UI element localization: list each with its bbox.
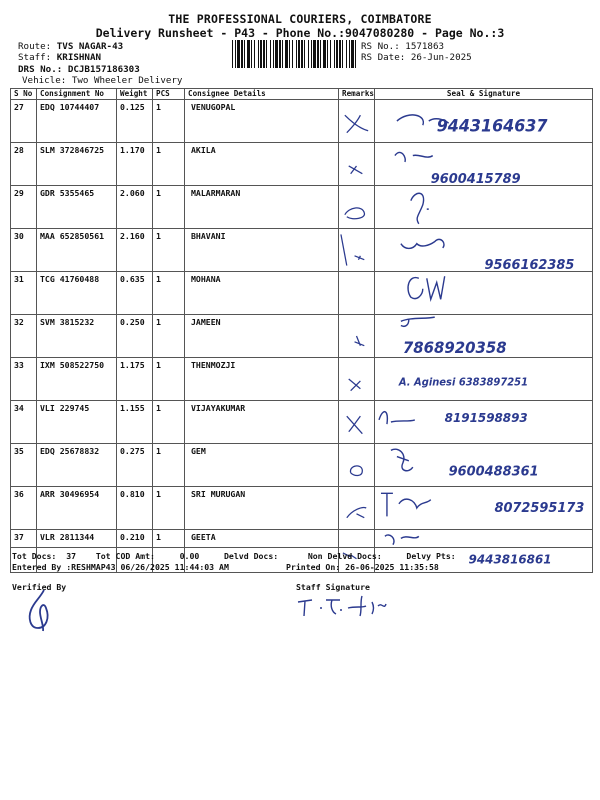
row-consignment: EDQ 10744407 — [37, 100, 117, 143]
row-consignee: THENMOZJI — [185, 358, 339, 401]
row-signature — [375, 444, 593, 487]
col-sno: S No — [11, 89, 37, 100]
row-pcs: 1 — [153, 487, 185, 530]
signature-icon — [296, 594, 388, 620]
row-pcs: 1 — [153, 100, 185, 143]
row-consignee: BHAVANI — [185, 229, 339, 272]
row-weight: 0.250 — [117, 315, 153, 358]
route-line: Route: TVS NAGAR-43 — [18, 41, 124, 52]
row-pcs: 1 — [153, 315, 185, 358]
row-sno: 37 — [11, 530, 37, 573]
remark-mark — [339, 100, 374, 142]
row-remarks — [339, 487, 375, 530]
verified-by-label: Verified By — [12, 582, 67, 592]
table-row — [11, 186, 593, 229]
row-sno: 31 — [11, 272, 37, 315]
signature-ink — [375, 272, 592, 314]
company-title: THE PROFESSIONAL COURIERS, COIMBATORE — [168, 12, 432, 26]
row-signature — [375, 401, 593, 444]
signature-text: 9600415789 — [430, 171, 521, 188]
remark-mark — [339, 444, 374, 486]
row-pcs: 1 — [153, 358, 185, 401]
row-weight: 1.155 — [117, 401, 153, 444]
row-weight: 0.125 — [117, 100, 153, 143]
remark-mark — [339, 229, 374, 271]
row-remarks — [339, 401, 375, 444]
runsheet-title: Delivery Runsheet - P43 - Phone No.:9047080280 - Page No.:3 — [95, 26, 505, 40]
barcode-icon — [232, 40, 356, 68]
signature-ink — [375, 100, 592, 142]
row-remarks — [339, 358, 375, 401]
staff-line: Staff: KRISHNAN — [18, 52, 102, 63]
row-consignee: VIJAYAKUMAR — [185, 401, 339, 444]
signature-icon — [22, 588, 62, 632]
row-weight: 1.170 — [117, 143, 153, 186]
row-remarks — [339, 272, 375, 315]
row-signature — [375, 358, 593, 401]
printed-on: Printed On: 26-06-2025 11:35:58 — [286, 562, 439, 572]
signature-ink — [375, 143, 592, 188]
row-pcs: 1 — [153, 143, 185, 186]
row-consignment: EDQ 25678832 — [37, 444, 117, 487]
signature-ink — [375, 487, 592, 529]
row-sno: 34 — [11, 401, 37, 444]
row-consignment: GDR 5355465 — [37, 186, 117, 229]
table-row — [11, 444, 593, 487]
signature-text: 9600488361 — [448, 464, 539, 480]
signature-ink — [375, 401, 592, 443]
remark-mark — [339, 315, 374, 357]
row-consignment: SVM 3815232 — [37, 315, 117, 358]
remark-mark — [339, 143, 374, 185]
remark-mark — [339, 358, 374, 400]
row-remarks — [339, 444, 375, 487]
signature-text: A. Aginesi 6383897251 — [398, 377, 529, 389]
signature-text: 7868920358 — [402, 338, 507, 357]
signature-text: 8191598893 — [444, 410, 528, 426]
row-sno: 28 — [11, 143, 37, 186]
col-weight: Weight — [117, 89, 153, 100]
table-row — [11, 229, 593, 272]
staff-signature-label: Staff Signature — [296, 582, 370, 592]
row-consignee: SRI MURUGAN — [185, 487, 339, 530]
col-signature: Seal & Signature — [375, 89, 593, 100]
row-signature — [375, 100, 593, 143]
row-signature — [375, 229, 593, 272]
row-remarks — [339, 100, 375, 143]
row-signature — [375, 143, 593, 186]
row-consignment: VLI 229745 — [37, 401, 117, 444]
row-consignment: MAA 652850561 — [37, 229, 117, 272]
signature-text: 9443816861 — [468, 552, 552, 567]
row-consignee: MOHANA — [185, 272, 339, 315]
row-consignee: MALARMARAN — [185, 186, 339, 229]
vehicle-line: Vehicle: Two Wheeler Delivery — [22, 75, 183, 86]
row-consignee: AKILA — [185, 143, 339, 186]
row-signature — [375, 487, 593, 530]
row-pcs: 1 — [153, 401, 185, 444]
remark-mark — [339, 487, 374, 529]
row-weight: 0.635 — [117, 272, 153, 315]
signature-ink — [375, 358, 592, 400]
col-consignee: Consignee Details — [185, 89, 339, 100]
table-row — [11, 143, 593, 186]
row-consignment: VLR 2811344 — [37, 530, 117, 573]
table-row — [11, 358, 593, 401]
row-consignment: ARR 30496954 — [37, 487, 117, 530]
signature-text: 9566162385 — [484, 257, 575, 274]
signature-ink — [375, 444, 592, 486]
col-consignment: Consignment No — [37, 89, 117, 100]
delivery-table — [10, 88, 593, 573]
row-weight: 0.810 — [117, 487, 153, 530]
row-remarks — [339, 315, 375, 358]
row-sno: 35 — [11, 444, 37, 487]
row-sno: 29 — [11, 186, 37, 229]
entered-by: Entered By :RESHMAP43 06/26/2025 11:44:03 AM — [12, 562, 229, 572]
remark-mark — [339, 186, 374, 228]
table-row — [11, 315, 593, 358]
rs-date-line: RS Date: 26-Jun-2025 — [361, 52, 472, 63]
signature-text: 9443164637 — [436, 116, 548, 136]
row-pcs: 1 — [153, 186, 185, 229]
row-pcs: 1 — [153, 272, 185, 315]
table-row — [11, 487, 593, 530]
row-weight: 0.275 — [117, 444, 153, 487]
signature-ink — [375, 315, 592, 357]
row-pcs: 1 — [153, 444, 185, 487]
row-consignee: GEM — [185, 444, 339, 487]
row-remarks — [339, 229, 375, 272]
signature-ink — [375, 186, 592, 228]
row-remarks — [339, 186, 375, 229]
row-consignee: VENUGOPAL — [185, 100, 339, 143]
row-sno: 33 — [11, 358, 37, 401]
remark-mark — [339, 401, 374, 443]
remark-mark — [339, 272, 374, 314]
col-remarks: Remarks — [339, 89, 375, 100]
rs-no-line: RS No.: 1571863 — [361, 41, 445, 52]
col-pcs: PCS — [153, 89, 185, 100]
row-signature — [375, 186, 593, 229]
row-sno: 27 — [11, 100, 37, 143]
drs-line: DRS No.: DCJB157186303 — [18, 64, 140, 75]
row-signature — [375, 272, 593, 315]
footer-rule — [10, 547, 592, 548]
table-row — [11, 401, 593, 444]
table-row — [11, 272, 593, 315]
signature-ink — [375, 229, 592, 274]
row-weight: 1.175 — [117, 358, 153, 401]
row-sno: 36 — [11, 487, 37, 530]
row-weight: 2.060 — [117, 186, 153, 229]
signature-text: 8072595173 — [494, 500, 585, 517]
row-sno: 30 — [11, 229, 37, 272]
row-weight: 0.210 — [117, 530, 153, 573]
row-consignee: JAMEEN — [185, 315, 339, 358]
row-signature — [375, 315, 593, 358]
row-weight: 2.160 — [117, 229, 153, 272]
row-pcs: 1 — [153, 530, 185, 573]
row-consignment: TCG 41760488 — [37, 272, 117, 315]
row-remarks — [339, 143, 375, 186]
row-pcs: 1 — [153, 229, 185, 272]
table-header-row — [11, 89, 593, 100]
row-consignment: SLM 372846725 — [37, 143, 117, 186]
row-consignee: GEETA — [185, 530, 339, 573]
row-consignment: IXM 508522750 — [37, 358, 117, 401]
totals-line: Tot Docs: 37 Tot COD Amt: 0.00 Delvd Docs: Non Delvd Docs: Delvy Pts: — [12, 551, 456, 561]
table-row — [11, 100, 593, 143]
row-sno: 32 — [11, 315, 37, 358]
